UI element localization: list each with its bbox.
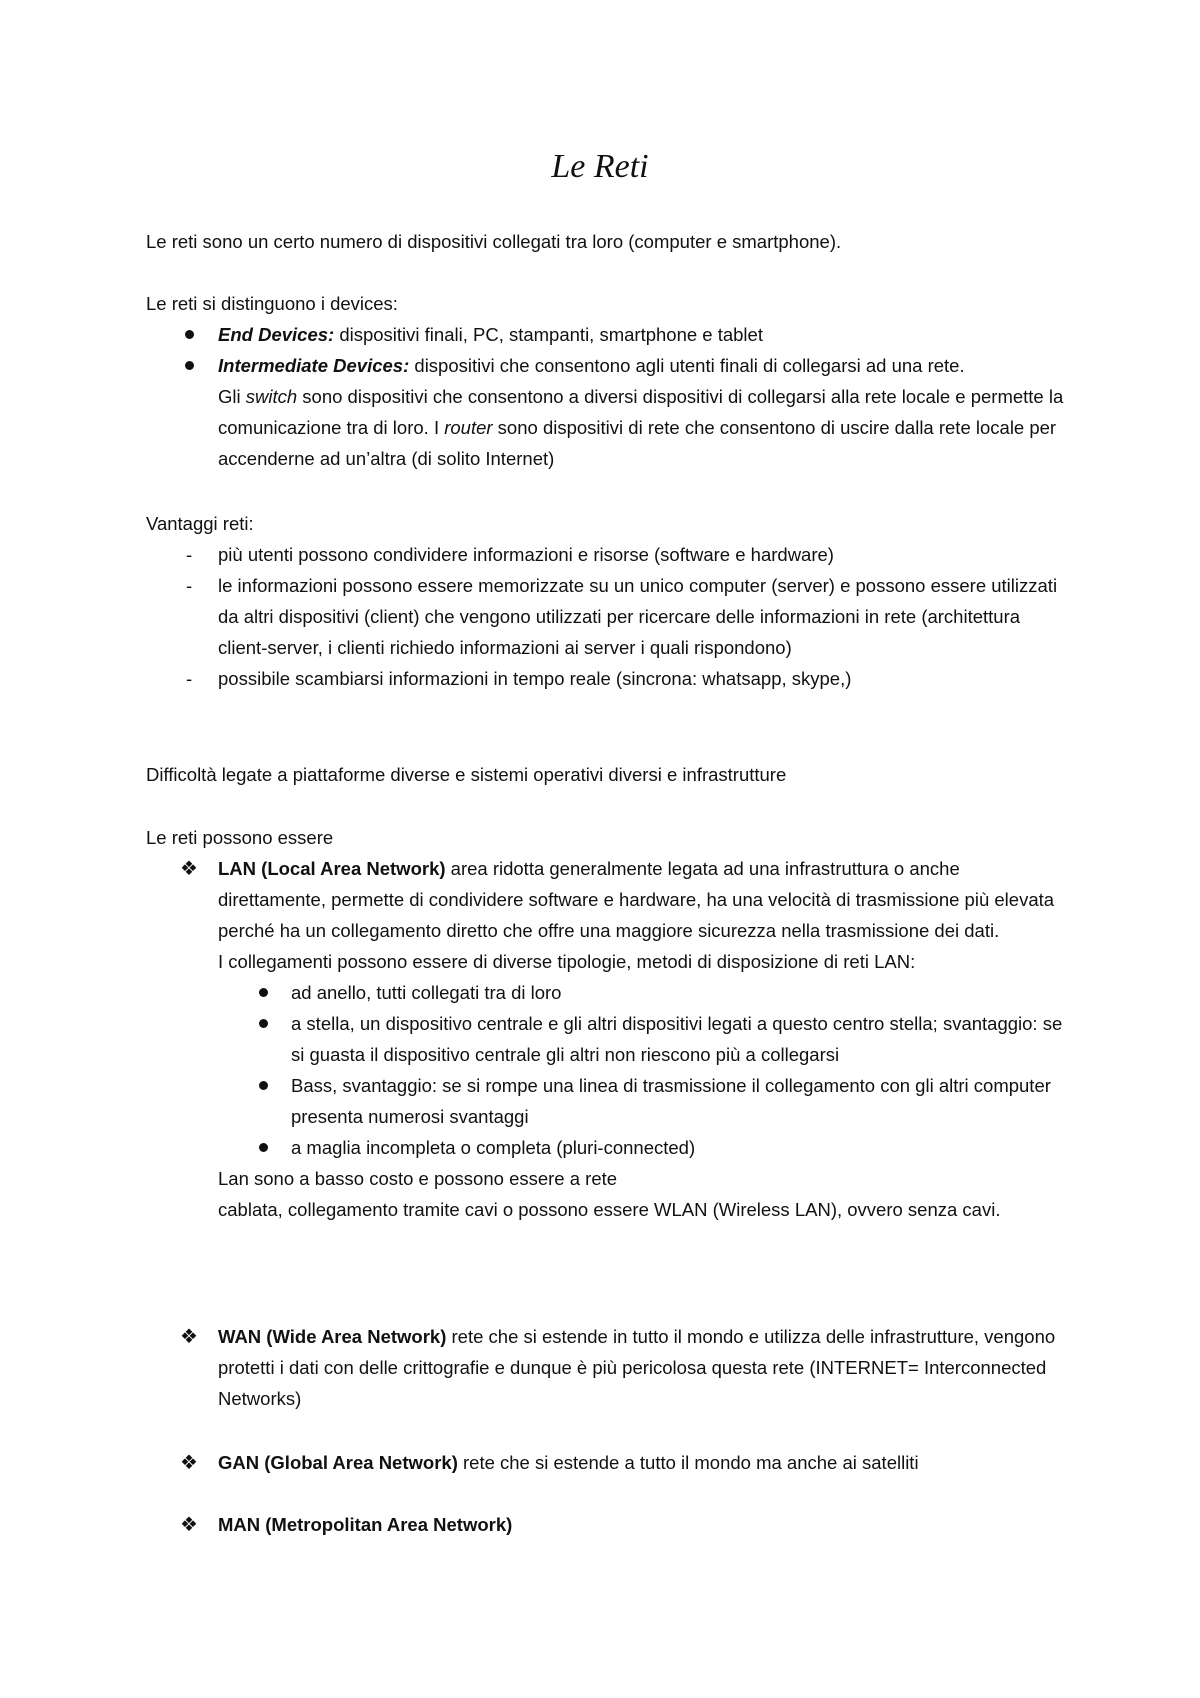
intermediate-devices-term: Intermediate Devices:: [218, 355, 410, 376]
vantaggi-section: [146, 508, 1066, 694]
list-item: a maglia incompleta o completa (pluri-connected): [146, 1132, 1066, 1163]
list-item-lan: [146, 853, 1066, 977]
end-devices-text: dispositivi finali, PC, stampanti, smartphone e tablet: [334, 324, 763, 345]
devices-list: [146, 319, 1066, 474]
difficolta-paragraph: Difficoltà legate a piattaforme diverse e sistemi operativi diversi e infrastrutture: [146, 764, 787, 785]
gan-block: [146, 1447, 1066, 1478]
list-item: - possibile scambiarsi informazioni in tempo reale (sincrona: whatsapp, skype,): [146, 663, 1066, 694]
list-item: [146, 319, 1066, 350]
wan-text: rete che si estende in tutto il mondo e utilizza delle infrastrutture, vengono protetti i dati con delle crittografie e dunque è più pericolosa questa rete (INTERNET= Interconnected Networks): [218, 1326, 1056, 1409]
list-item-man: [146, 1509, 1066, 1540]
lan-topologies-heading: I collegamenti possono essere di diverse tipologie, metodi di disposizione di reti LAN:: [218, 951, 916, 972]
list-item: Bass, svantaggio: se si rompe una linea di trasmissione il collegamento con gli altri computer presenta numerosi svantaggi: [146, 1070, 1066, 1132]
switch-term: switch: [245, 386, 298, 407]
intro-paragraph: Le reti sono un certo numero di dispositivi collegati tra loro (computer e smartphone).: [146, 231, 842, 252]
lan-term: LAN (Local Area Network): [218, 858, 446, 879]
gan-text: rete che si estende a tutto il mondo ma anche ai satelliti: [457, 1452, 919, 1473]
wan-term: WAN (Wide Area Network): [218, 1326, 447, 1347]
gan-term: GAN (Global Area Network): [218, 1452, 458, 1473]
lan-cost-line1: Lan sono a basso costo e possono essere a rete: [218, 1168, 618, 1189]
lan-text: area ridotta generalmente legata ad una infrastruttura o anche direttamente, permette di condividere software e hardware, ha una velocità di trasmissione più elevata perché ha un collegamento diretto che offre una maggiore sicurezza nella trasmissione dei dati.: [218, 858, 1055, 941]
end-devices-term: End Devices:: [218, 324, 335, 345]
intermediate-devices-text: dispositivi che consentono agli utenti finali di collegarsi ad una rete.: [409, 355, 965, 376]
diamond-bullet-icon: ❖: [180, 1324, 198, 1348]
vantaggi-heading: Vantaggi reti:: [146, 513, 254, 534]
network-types-list: [146, 853, 1066, 977]
router-sentence: sono dispositivi di rete che consentono di uscire dalla rete locale per accenderne ad un’altra (di solito Internet): [218, 417, 1057, 469]
list-item: [146, 350, 1066, 474]
list-item: ad anello, tutti collegati tra di loro: [146, 977, 1066, 1008]
list-item: a stella, un dispositivo centrale e gli altri dispositivi legati a questo centro stella; svantaggio: se si guasta il dispositivo centrale gli altri non riescono più a collegarsi: [146, 1008, 1066, 1070]
tipi-section: [146, 822, 1066, 1225]
lan-cost-line2: cablata, collegamento tramite cavi o possono essere WLAN (Wireless LAN), ovvero senza cavi.: [218, 1199, 1001, 1220]
list-item: - le informazioni possono essere memorizzate su un unico computer (server) e possono essere utilizzati da altri dispositivi (client) che vengono utilizzati per ricercare delle informazioni in rete (architettura client-server, i clienti richiedo informazioni ai server i quali rispondono): [146, 570, 1066, 663]
diamond-bullet-icon: ❖: [180, 1512, 198, 1536]
diamond-bullet-icon: ❖: [180, 856, 198, 880]
list-item: - più utenti possono condividere informazioni e risorse (software e hardware): [146, 539, 1066, 570]
list-item-gan: [146, 1447, 1066, 1478]
router-term: router: [444, 417, 493, 438]
diamond-bullet-icon: ❖: [180, 1450, 198, 1474]
switch-sentence: sono dispositivi che consentono a diversi dispositivi di collegarsi alla rete locale e permette la comunicazione tra di loro. I: [218, 386, 1064, 438]
man-term: MAN (Metropolitan Area Network): [218, 1514, 513, 1535]
page-title: Le Reti: [551, 148, 649, 185]
topologies-list: [146, 977, 1066, 1163]
devices-heading: Le reti si distinguono i devices:: [146, 293, 398, 314]
wan-block: [146, 1321, 1066, 1414]
devices-section: [146, 288, 1066, 474]
tipi-heading: Le reti possono essere: [146, 827, 334, 848]
list-item-wan: [146, 1321, 1066, 1414]
man-block: [146, 1509, 1066, 1540]
switch-sentence-start: Gli: [218, 386, 246, 407]
vantaggi-list: [146, 539, 1066, 694]
